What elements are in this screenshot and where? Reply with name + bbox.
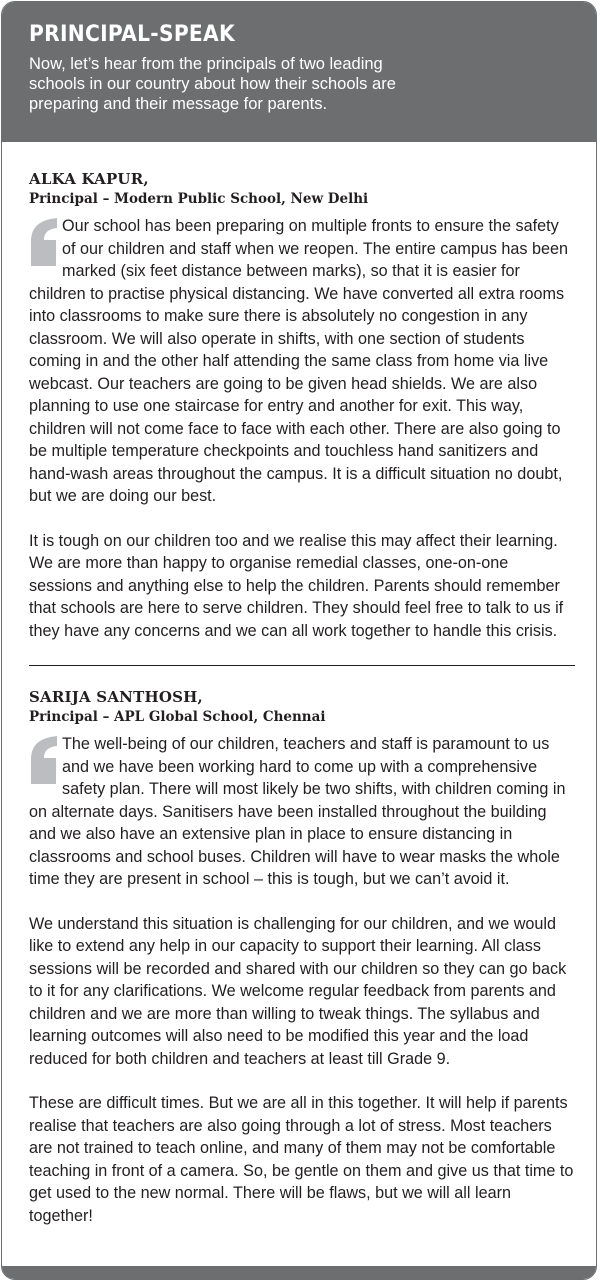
principal-statement-paragraph: It is tough on our children too and we realise this may affect their learning. We are more than happy to organise remedial classes, one-on-one sessions and anything else to help the children. Parents should remember that schools are here to serve children. They should feel free to talk to us if they have any concerns and we can all work together to handle this crisis.	[29, 531, 564, 640]
quote-mark-icon	[29, 736, 59, 784]
card-subtitle: Now, let’s hear from the principals of two leading schools in our country about how their schools are preparing and their message for parents.	[29, 55, 396, 113]
principal-statement-paragraph: These are difficult times. But we are all in this together. It will help if parents realise that teachers are also going through a lot of stress. Most teachers are not trained to teach online, and many of them may not be comfortable teaching in front of a camera. So, be gentle on them and give us that time to get used to the new normal. There will be flaws, but we will all learn together!	[29, 1094, 574, 1225]
section-divider	[29, 665, 575, 666]
card-header	[2, 2, 596, 142]
principal-statement-paragraph: Our school has been preparing on multiple fronts to ensure the safety of our children and staff when we reopen. The entire campus has been marked (six feet distance between marks), so that it is easier for children to practise physical distancing. We have converted all extra rooms into classrooms to make sure there is absolutely no congestion in any classroom. We will also operate in shifts, with one section of students coming in and the other half attending the same class from home via live webcast. Our teachers are going to be given head shields. We are also planning to use one staircase for entry and another for exit. This way, children will not come face to face with each other. There are also going to be multiple temperature checkpoints and touchless hand sanitizers and hand-wash areas throughout the campus. It is a difficult situation no doubt, but we are doing our best.	[29, 217, 569, 505]
principal-section-alka-kapur	[29, 169, 575, 642]
quote-mark-icon	[29, 218, 59, 266]
principal-name: ALKA KAPUR,	[29, 170, 149, 188]
principal-statement-paragraph: The well-being of our children, teachers and staff is paramount to us and we have been working hard to come up with a comprehensive safety plan. There will most likely be two shifts, with children coming in on alternate days. Sanitisers have been installed throughout the building and we also have an extensive plan in place to ensure distancing in classrooms and school buses. Children will have to wear masks the whole time they are present in school – this is tough, but we can’t avoid it.	[29, 735, 566, 888]
principal-name: SARIJA SANTHOSH,	[29, 688, 203, 706]
principal-role: Principal – Modern Public School, New Delhi	[29, 191, 369, 207]
card-title: PRINCIPAL-SPEAK	[29, 22, 235, 47]
card-footer-bar	[2, 1266, 596, 1279]
principal-speak-card	[1, 1, 597, 1280]
principal-role: Principal – APL Global School, Chennai	[29, 709, 326, 725]
principal-statement-paragraph: We understand this situation is challenging for our children, and we would like to extend any help in our capacity to support their learning. All class sessions will be recorded and shared with our children so they can go back to it for any clarifications. We welcome regular feedback from parents and children and we are more than willing to tweak things. The syllabus and learning outcomes will also need to be modified this year and the load reduced for both children and teachers at least till Grade 9.	[29, 914, 567, 1068]
principal-section-sarija-santhosh	[29, 687, 575, 1227]
